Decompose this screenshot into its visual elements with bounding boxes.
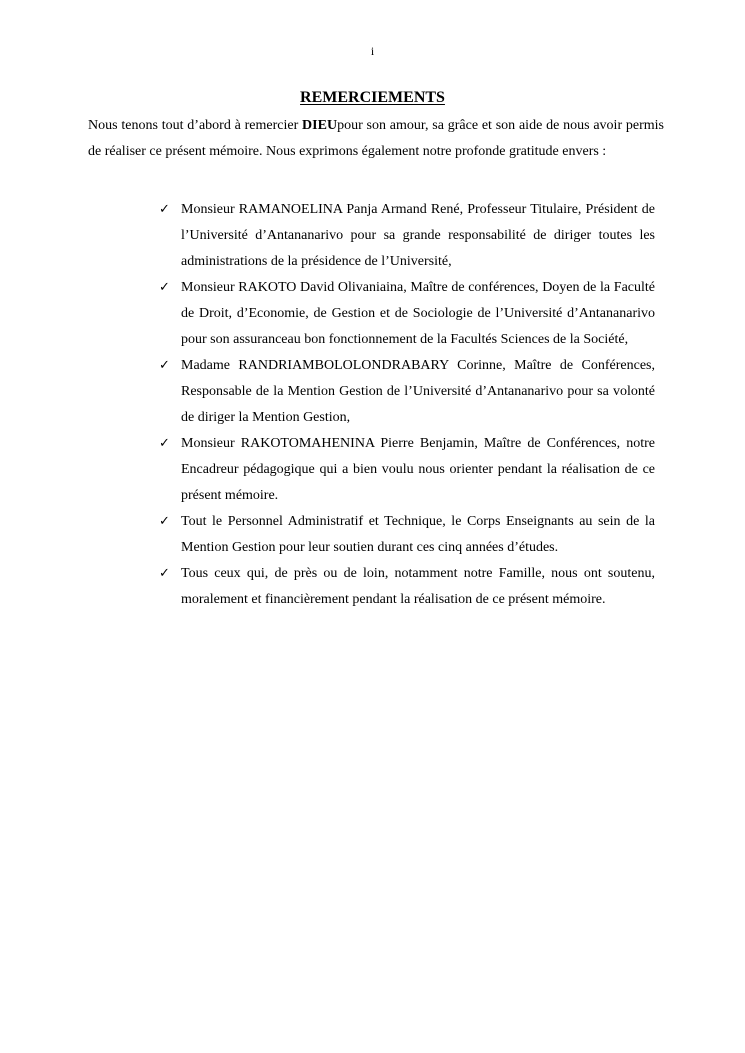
intro-text-end: pour son amour, sa grâce et son aide de nous avoir permis de réaliser ce présent mémoire. Nous exprimons également notre profonde gratitude envers : <box>88 118 664 159</box>
list-item-text: Tous ceux qui, de près ou de loin, notamment notre Famille, nous ont soutenu, moralement et financièrement pendant la réalisation de ce présent mémoire. <box>181 566 655 607</box>
list-item-text: Monsieur RAKOTO David Olivaniaina, Maître de conférences, Doyen de la Faculté de Droit, d’Economie, de Gestion et de Sociologie de l’Université d’Antananarivo pour son assuranceau bon fonctionnement de la Facultés Sciences de la Société, <box>181 280 655 347</box>
check-icon: ✓ <box>159 436 170 451</box>
check-icon: ✓ <box>159 358 170 373</box>
check-icon: ✓ <box>159 566 170 581</box>
list-item-text: Monsieur RAMANOELINA Panja Armand René, Professeur Titulaire, Président de l’Université d’Antananarivo pour sa grande responsabilité de diriger toutes les administrations de la présidence de l’Université, <box>181 202 655 269</box>
check-icon: ✓ <box>159 514 170 529</box>
page-number: i <box>370 44 375 58</box>
list-item-text: Madame RANDRIAMBOLOLONDRABARY Corinne, Maître de Conférences, Responsable de la Mention Gestion de l’Université d’Antananarivo pour sa volonté de diriger la Mention Gestion, <box>181 358 655 425</box>
intro-paragraph <box>88 113 664 165</box>
list-item <box>157 509 655 561</box>
check-icon: ✓ <box>159 280 170 295</box>
intro-text-start: Nous tenons tout d’abord à remercier <box>88 118 303 133</box>
list-item <box>157 561 655 613</box>
list-item <box>157 431 655 509</box>
page-title-text: REMERCIEMENTS <box>300 89 445 106</box>
list-item <box>157 197 655 275</box>
list-item-text: Monsieur RAKOTOMAHENINA Pierre Benjamin, Maître de Conférences, notre Encadreur pédagogique qui a bien voulu nous orienter pendant la réalisation de ce présent mémoire. <box>181 436 655 503</box>
check-icon: ✓ <box>159 202 170 217</box>
page-title <box>0 88 745 108</box>
list-item <box>157 353 655 431</box>
intro-bold-word: DIEU <box>302 118 338 133</box>
acknowledgement-list <box>157 197 655 613</box>
list-item-text: Tout le Personnel Administratif et Technique, le Corps Enseignants au sein de la Mention Gestion pour leur soutien durant ces cinq années d’études. <box>181 514 655 555</box>
list-item <box>157 275 655 353</box>
